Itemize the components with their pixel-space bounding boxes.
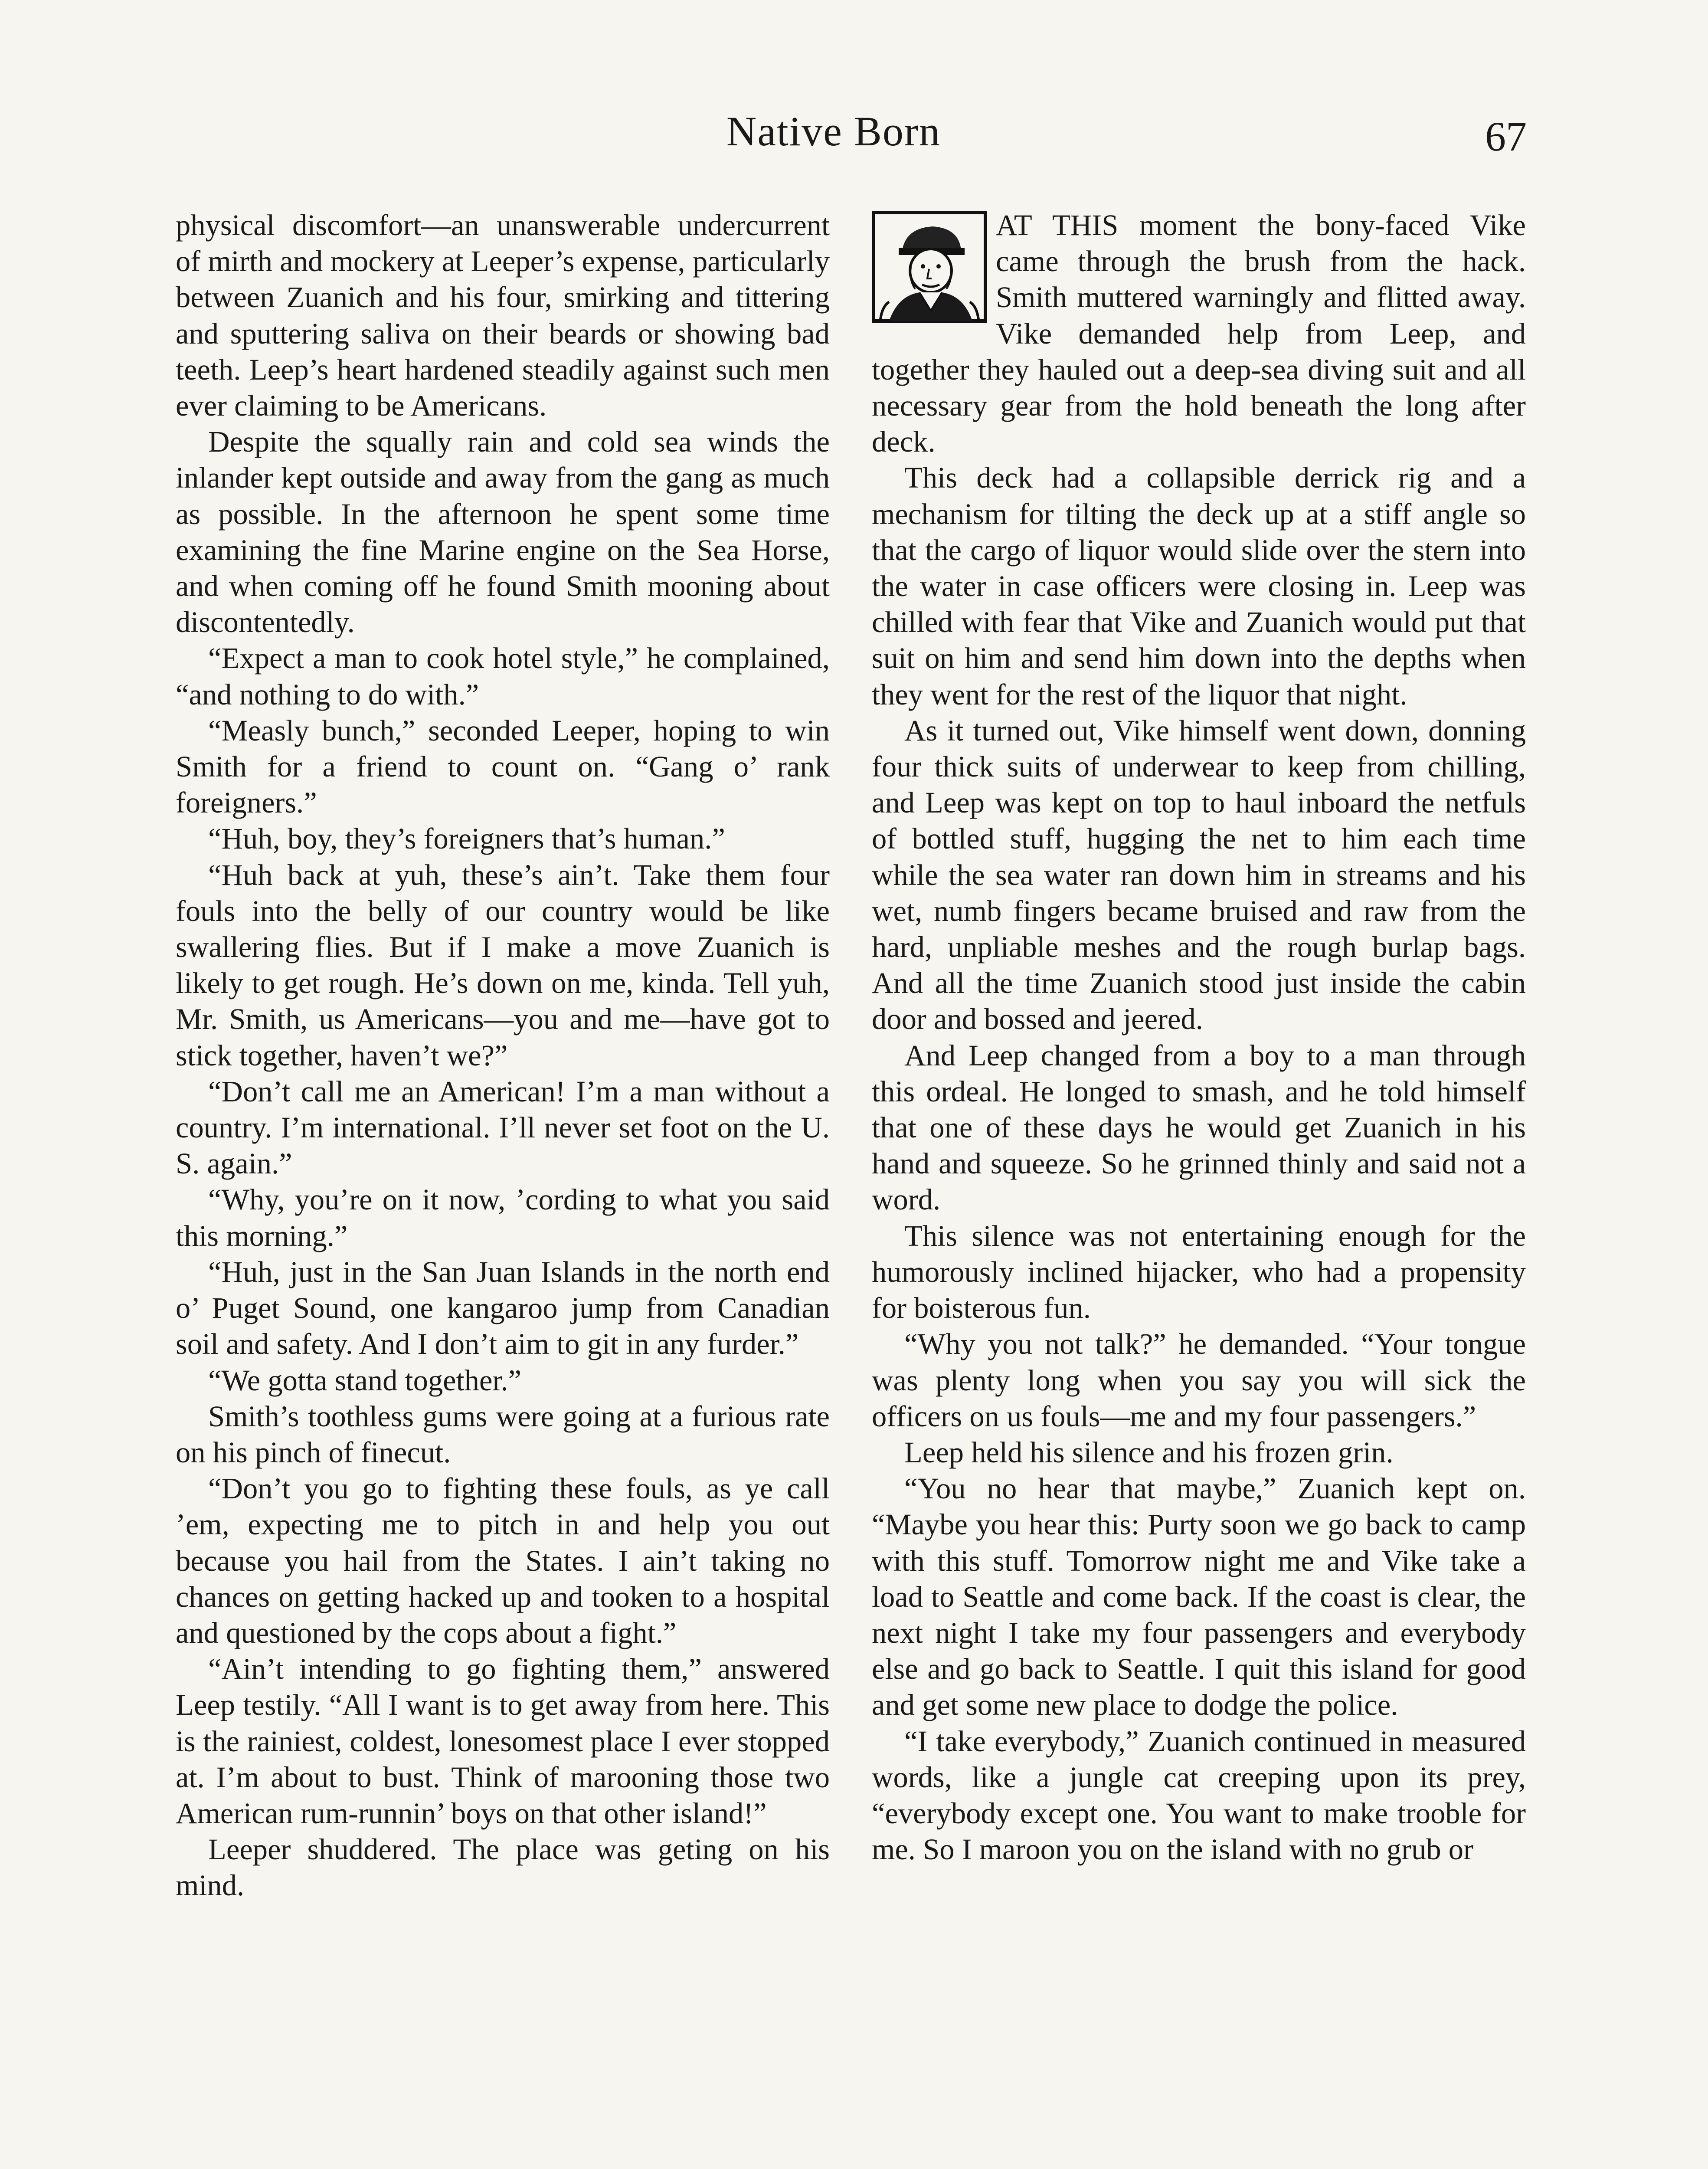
paragraph: “Measly bunch,” seconded Leeper, hoping to win Smith for a friend to count on. “Gang o’ rank foreigners.” <box>176 714 830 819</box>
paragraph: “Huh, boy, they’s foreigners that’s human.” <box>208 822 725 855</box>
paragraph: “Don’t you go to fighting these fouls, as ye call ’em, expecting me to pitch in and help you out because you hail from the States. I ain’t taking no chances on getting hacked up and tooken to a hospital and questioned by the cops about a fight.” <box>176 1472 830 1649</box>
running-title: Native Born <box>726 108 941 154</box>
paragraph: Leeper shuddered. The place was geting on his mind. <box>176 1833 830 1902</box>
paragraph: This silence was not entertaining enough for the humorously inclined hijacker, who had a propensity for boisterous fun. <box>872 1219 1526 1325</box>
paragraph: “Huh back at yuh, these’s ain’t. Take them four fouls into the belly of our country would be like swallering flies. But if I make a move Zuanich is likely to get rough. He’s down on me, kinda. Tell yuh, Mr. Smith, us Americans—you and me—have got to stick together, haven’t we?” <box>176 858 830 1072</box>
sailor-portrait-icon <box>872 211 987 323</box>
paragraph: physical discomfort—an unanswerable undercurrent of mirth and mockery at Leeper’s expense, particularly between Zuanich and his four, smirking and tittering and sputtering saliva on their beards or showing bad teeth. Leep’s heart hardened steadily against such men ever claiming to be Americans. <box>176 209 830 423</box>
paragraph: “Huh, just in the San Juan Islands in the north end o’ Puget Sound, one kangaroo jump from Canadian soil and safety. And I don’t aim to git in any furder.” <box>176 1255 830 1361</box>
right-column <box>872 207 1526 1868</box>
paragraph: “You no hear that maybe,” Zuanich kept on. “Maybe you hear this: Purty soon we go back to camp with this stuff. Tomorrow night me and Vike take a load to Seattle and come back. If the coast is clear, the next night I take my four passengers and everybody else and go back to Seattle. I quit this island for good and get some new place to dodge the police. <box>872 1472 1526 1722</box>
paragraph: AT THIS moment the bony-faced Vike came through the brush from the hack. Smith muttered warningly and flitted away. Vike demanded help from Leep, and together they hauled out a deep-sea diving suit and all necessary gear from the hold beneath the long after deck. <box>872 209 1526 459</box>
paragraph: Leep held his silence and his frozen grin. <box>904 1435 1394 1469</box>
paragraph: As it turned out, Vike himself went down, donning four thick suits of underwear to keep from chilling, and Leep was kept on top to haul inboard the netfuls of bottled stuff, hugging the net to him each time while the sea water ran down him in streams and his wet, numb fingers became bruised and raw from the hard, unpliable meshes and the rough burlap bags. And all the time Zuanich stood just inside the cabin door and bossed and jeered. <box>872 714 1526 1036</box>
page-number: 67 <box>1485 113 1527 160</box>
paragraph: Smith’s toothless gums were going at a furious rate on his pinch of finecut. <box>176 1399 830 1469</box>
page-header <box>0 108 1708 176</box>
paragraph: Despite the squally rain and cold sea winds the inlander kept outside and away from the gang as much as possible. In the afternoon he spent some time examining the fine Marine engine on the Sea Horse, and when coming off he found Smith mooning about discontentedly. <box>176 425 830 639</box>
paragraph: “Why you not talk?” he demanded. “Your tongue was plenty long when you say you will sick the officers on us fouls—me and my four passengers.” <box>872 1327 1526 1433</box>
paragraph: “Expect a man to cook hotel style,” he complained, “and nothing to do with.” <box>176 642 830 711</box>
paragraph: “I take everybody,” Zuanich continued in measured words, like a jungle cat creeping upon its prey, “everybody except one. You want to make trooble for me. So I maroon you on the island with no grub or <box>872 1724 1526 1866</box>
paragraph: “Why, you’re on it now, ’cording to what you said this morning.” <box>176 1183 830 1252</box>
paragraph: “Don’t call me an American! I’m a man without a country. I’m international. I’ll never set foot on the U. S. again.” <box>176 1075 830 1180</box>
paragraph: “We gotta stand together.” <box>208 1363 522 1397</box>
left-column <box>176 207 830 1904</box>
paragraph: And Leep changed from a boy to a man through this ordeal. He longed to smash, and he told himself that one of these days he would get Zuanich in his hand and squeeze. So he grinned thinly and said not a word. <box>872 1039 1526 1216</box>
paragraph: “Ain’t intending to go fighting them,” answered Leep testily. “All I want is to get away from here. This is the rainiest, coldest, lonesomest place I ever stopped at. I’m about to bust. Think of marooning those two American rum-runnin’ boys on that other island!” <box>176 1652 830 1830</box>
paragraph: This deck had a collapsible derrick rig and a mechanism for tilting the deck up at a stiff angle so that the cargo of liquor would slide over the stern into the water in case officers were closing in. Leep was chilled with fear that Vike and Zuanich would put that suit on him and send him down into the depths when they went for the rest of the liquor that night. <box>872 461 1526 711</box>
